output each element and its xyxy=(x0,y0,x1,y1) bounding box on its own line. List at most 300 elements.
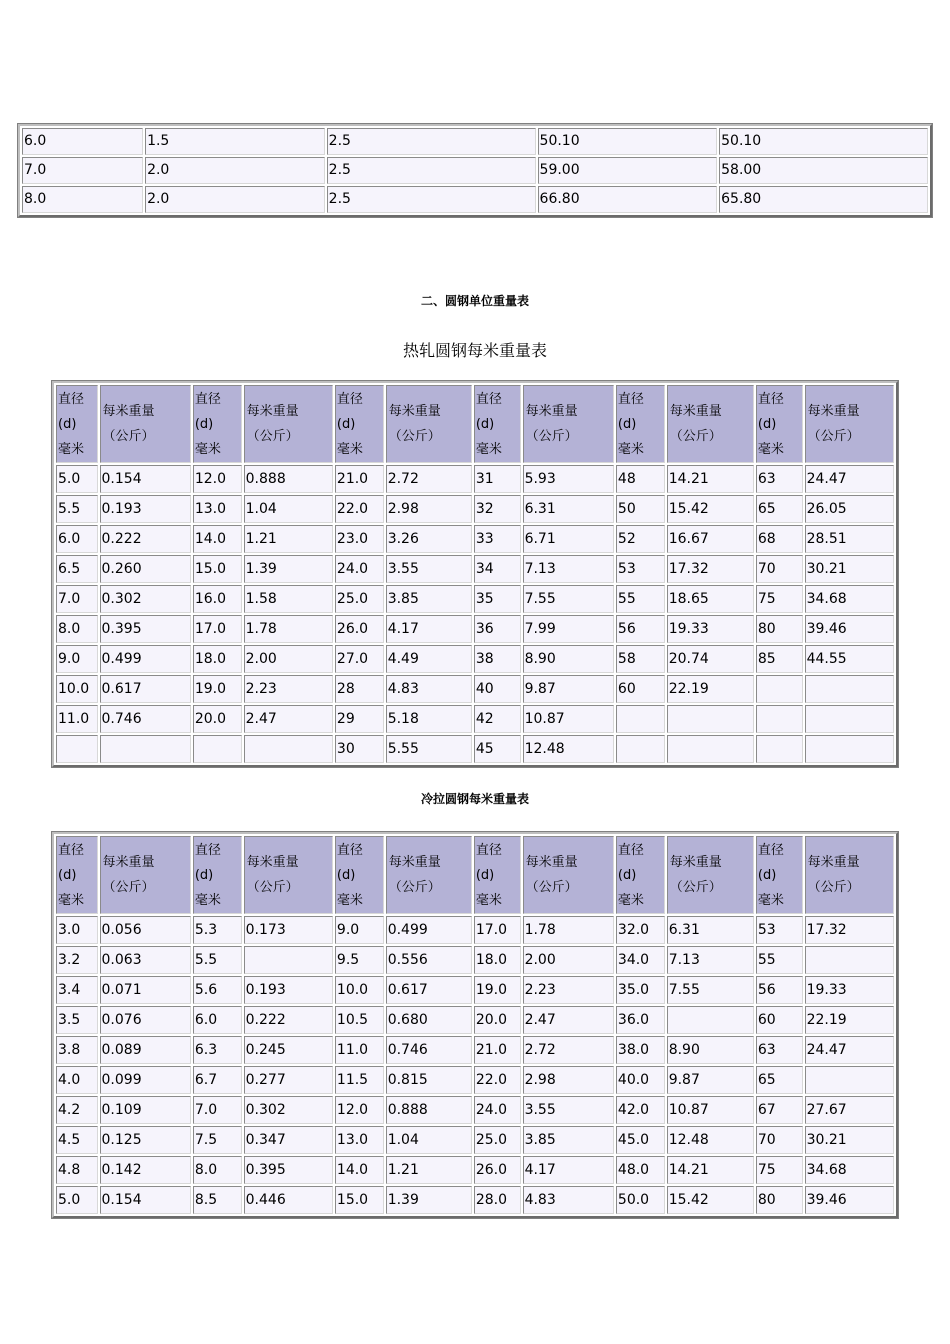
table-row xyxy=(56,916,894,944)
table-row xyxy=(56,1006,894,1034)
header-diameter-line: 直径 xyxy=(475,842,502,858)
weight-cell: 14.21 xyxy=(667,1156,754,1184)
diameter-cell: 7.0 xyxy=(56,585,98,613)
weight-cell xyxy=(667,1006,754,1034)
diameter-cell: 65 xyxy=(756,1066,803,1094)
section-title: 二、圆钢单位重量表 xyxy=(420,294,529,308)
weight-cell: 0.076 xyxy=(100,1006,191,1034)
diameter-cell: 26.0 xyxy=(335,615,384,643)
diameter-cell: 10.0 xyxy=(335,976,384,1004)
hot-rolled-title: 热轧圆钢每米重量表 xyxy=(402,341,547,360)
weight-cell: 2.72 xyxy=(523,1036,614,1064)
weight-cell: 0.142 xyxy=(100,1156,191,1184)
diameter-cell: 4.0 xyxy=(56,1066,98,1094)
top-table-body xyxy=(22,128,928,213)
header-diameter-line: 直径 xyxy=(617,391,644,407)
weight-cell: 18.65 xyxy=(667,585,754,613)
table-cell: 7.0 xyxy=(22,157,143,184)
weight-cell: 0.154 xyxy=(100,1186,191,1214)
weight-cell: 2.72 xyxy=(386,465,472,493)
weight-cell: 30.21 xyxy=(805,555,894,583)
diameter-cell: 25.0 xyxy=(474,1126,521,1154)
header-weight-line: 每米重量 xyxy=(807,855,860,870)
header-diameter xyxy=(56,385,98,463)
header-diameter-line: 毫米 xyxy=(475,441,502,457)
diameter-cell: 36.0 xyxy=(616,1006,665,1034)
weight-cell: 0.056 xyxy=(100,916,191,944)
diameter-cell: 42.0 xyxy=(616,1096,665,1124)
header-diameter-line: (d) xyxy=(194,867,214,883)
header-diameter xyxy=(335,836,384,914)
weight-cell: 27.67 xyxy=(805,1096,894,1124)
table-row xyxy=(56,976,894,1004)
diameter-cell: 42 xyxy=(474,705,521,733)
weight-cell: 8.90 xyxy=(667,1036,754,1064)
diameter-cell: 53 xyxy=(756,916,803,944)
weight-cell xyxy=(805,1066,894,1094)
weight-cell: 1.78 xyxy=(244,615,333,643)
diameter-cell: 28 xyxy=(335,675,384,703)
weight-cell: 1.21 xyxy=(244,525,333,553)
header-diameter-line: 毫米 xyxy=(757,892,784,908)
weight-cell: 44.55 xyxy=(805,645,894,673)
diameter-cell: 65 xyxy=(756,495,803,523)
weight-cell: 6.31 xyxy=(523,495,614,523)
diameter-cell: 25.0 xyxy=(335,585,384,613)
diameter-cell: 17.0 xyxy=(474,916,521,944)
weight-cell xyxy=(805,675,894,703)
header-diameter-line: (d) xyxy=(617,416,637,432)
diameter-cell: 3.8 xyxy=(56,1036,98,1064)
table-row xyxy=(56,735,894,763)
diameter-cell: 15.0 xyxy=(193,555,242,583)
header-weight-line: （公斤） xyxy=(807,429,860,444)
diameter-cell: 16.0 xyxy=(193,585,242,613)
diameter-cell: 22.0 xyxy=(335,495,384,523)
diameter-cell xyxy=(193,735,242,763)
table-cell: 50.10 xyxy=(719,128,928,155)
diameter-cell: 20.0 xyxy=(193,705,242,733)
diameter-cell: 35.0 xyxy=(616,976,665,1004)
header-weight-line: （公斤） xyxy=(102,429,155,444)
table-row xyxy=(56,645,894,673)
diameter-cell: 9.0 xyxy=(335,916,384,944)
header-diameter-line: (d) xyxy=(336,867,356,883)
table-row xyxy=(56,675,894,703)
weight-cell: 2.23 xyxy=(523,976,614,1004)
header-diameter xyxy=(616,836,665,914)
header-weight xyxy=(805,836,894,914)
weight-cell: 24.47 xyxy=(805,465,894,493)
weight-cell: 10.87 xyxy=(523,705,614,733)
weight-cell: 2.00 xyxy=(244,645,333,673)
diameter-cell: 4.2 xyxy=(56,1096,98,1124)
header-diameter xyxy=(335,385,384,463)
weight-cell: 0.395 xyxy=(244,1156,333,1184)
hot-rolled-round-steel-table xyxy=(52,381,898,767)
diameter-cell: 11.5 xyxy=(335,1066,384,1094)
header-weight-line: （公斤） xyxy=(525,880,578,895)
table-row xyxy=(56,946,894,974)
table-cell: 1.5 xyxy=(145,128,325,155)
header-weight-line: （公斤） xyxy=(525,429,578,444)
weight-cell xyxy=(667,735,754,763)
diameter-cell: 8.5 xyxy=(193,1186,242,1214)
table-row xyxy=(56,1126,894,1154)
weight-cell: 19.33 xyxy=(805,976,894,1004)
weight-cell: 7.99 xyxy=(523,615,614,643)
weight-cell: 6.31 xyxy=(667,916,754,944)
header-weight-line: （公斤） xyxy=(388,429,441,444)
weight-cell: 0.260 xyxy=(100,555,191,583)
diameter-cell: 12.0 xyxy=(335,1096,384,1124)
diameter-cell: 8.0 xyxy=(193,1156,242,1184)
weight-cell: 19.33 xyxy=(667,615,754,643)
weight-cell: 3.26 xyxy=(386,525,472,553)
diameter-cell: 80 xyxy=(756,615,803,643)
diameter-cell: 55 xyxy=(756,946,803,974)
header-diameter-line: (d) xyxy=(194,416,214,432)
diameter-cell: 4.5 xyxy=(56,1126,98,1154)
header-weight xyxy=(523,836,614,914)
header-diameter-line: 直径 xyxy=(336,842,363,858)
diameter-cell: 80 xyxy=(756,1186,803,1214)
diameter-cell: 5.5 xyxy=(56,495,98,523)
header-diameter-line: 直径 xyxy=(58,391,85,407)
diameter-cell: 34 xyxy=(474,555,521,583)
diameter-cell: 50 xyxy=(616,495,665,523)
diameter-cell: 24.0 xyxy=(335,555,384,583)
table-cell: 50.10 xyxy=(538,128,718,155)
diameter-cell: 38.0 xyxy=(616,1036,665,1064)
weight-cell: 12.48 xyxy=(667,1126,754,1154)
weight-cell xyxy=(805,946,894,974)
diameter-cell: 53 xyxy=(616,555,665,583)
diameter-cell: 70 xyxy=(756,555,803,583)
header-diameter xyxy=(616,385,665,463)
weight-cell: 0.556 xyxy=(386,946,472,974)
diameter-cell: 68 xyxy=(756,525,803,553)
table-cell: 2.5 xyxy=(327,186,536,213)
header-weight xyxy=(667,385,754,463)
weight-cell: 1.04 xyxy=(244,495,333,523)
weight-cell: 0.125 xyxy=(100,1126,191,1154)
weight-cell: 9.87 xyxy=(523,675,614,703)
table-row xyxy=(56,1156,894,1184)
diameter-cell: 40.0 xyxy=(616,1066,665,1094)
diameter-cell: 11.0 xyxy=(335,1036,384,1064)
diameter-cell: 48 xyxy=(616,465,665,493)
weight-cell: 7.13 xyxy=(667,946,754,974)
weight-cell: 0.446 xyxy=(244,1186,333,1214)
table-cell: 2.0 xyxy=(145,186,325,213)
weight-cell: 10.87 xyxy=(667,1096,754,1124)
weight-cell: 0.888 xyxy=(244,465,333,493)
diameter-cell: 21.0 xyxy=(335,465,384,493)
weight-cell: 0.395 xyxy=(100,615,191,643)
weight-cell: 2.47 xyxy=(244,705,333,733)
header-diameter-line: 直径 xyxy=(194,842,221,858)
header-diameter-line: 毫米 xyxy=(617,441,644,457)
header-diameter-line: 直径 xyxy=(757,391,784,407)
weight-cell xyxy=(244,946,333,974)
diameter-cell: 60 xyxy=(616,675,665,703)
header-diameter-line: 毫米 xyxy=(194,892,221,908)
header-diameter xyxy=(756,385,803,463)
weight-cell: 20.74 xyxy=(667,645,754,673)
weight-cell: 34.68 xyxy=(805,585,894,613)
header-weight xyxy=(244,836,333,914)
table-header-row xyxy=(56,385,894,463)
header-weight-line: 每米重量 xyxy=(246,404,299,419)
table-row xyxy=(56,555,894,583)
diameter-cell: 6.5 xyxy=(56,555,98,583)
weight-cell: 12.48 xyxy=(523,735,614,763)
header-diameter xyxy=(474,385,521,463)
weight-cell: 28.51 xyxy=(805,525,894,553)
diameter-cell: 11.0 xyxy=(56,705,98,733)
weight-cell: 39.46 xyxy=(805,1186,894,1214)
weight-cell: 3.55 xyxy=(523,1096,614,1124)
header-diameter-line: 直径 xyxy=(336,391,363,407)
weight-cell: 4.17 xyxy=(523,1156,614,1184)
diameter-cell: 31 xyxy=(474,465,521,493)
weight-cell: 0.617 xyxy=(386,976,472,1004)
header-diameter-line: (d) xyxy=(757,867,777,883)
weight-cell: 0.815 xyxy=(386,1066,472,1094)
diameter-cell: 19.0 xyxy=(474,976,521,1004)
weight-cell: 0.222 xyxy=(244,1006,333,1034)
diameter-cell xyxy=(616,705,665,733)
diameter-cell: 36 xyxy=(474,615,521,643)
weight-cell: 0.888 xyxy=(386,1096,472,1124)
weight-cell: 22.19 xyxy=(805,1006,894,1034)
weight-cell: 1.78 xyxy=(523,916,614,944)
weight-cell xyxy=(244,735,333,763)
weight-cell: 0.193 xyxy=(244,976,333,1004)
weight-cell: 1.58 xyxy=(244,585,333,613)
weight-cell: 4.17 xyxy=(386,615,472,643)
header-diameter xyxy=(193,836,242,914)
weight-cell: 0.245 xyxy=(244,1036,333,1064)
weight-cell: 0.193 xyxy=(100,495,191,523)
weight-cell: 2.98 xyxy=(386,495,472,523)
diameter-cell: 3.2 xyxy=(56,946,98,974)
diameter-cell: 15.0 xyxy=(335,1186,384,1214)
table-cell: 59.00 xyxy=(538,157,718,184)
weight-cell: 4.49 xyxy=(386,645,472,673)
table-cell: 2.5 xyxy=(327,157,536,184)
header-diameter-line: 毫米 xyxy=(757,441,784,457)
weight-cell: 0.746 xyxy=(100,705,191,733)
diameter-cell: 13.0 xyxy=(335,1126,384,1154)
weight-cell xyxy=(805,735,894,763)
table-row xyxy=(56,495,894,523)
diameter-cell: 27.0 xyxy=(335,645,384,673)
weight-cell: 39.46 xyxy=(805,615,894,643)
weight-cell xyxy=(667,705,754,733)
header-weight-line: 每米重量 xyxy=(525,404,578,419)
header-weight xyxy=(386,836,472,914)
weight-cell: 2.23 xyxy=(244,675,333,703)
header-weight-line: 每米重量 xyxy=(246,855,299,870)
table-cell: 58.00 xyxy=(719,157,928,184)
weight-cell xyxy=(805,705,894,733)
header-weight-line: （公斤） xyxy=(388,880,441,895)
diameter-cell: 5.5 xyxy=(193,946,242,974)
weight-cell: 7.55 xyxy=(667,976,754,1004)
table-row xyxy=(56,705,894,733)
diameter-cell: 14.0 xyxy=(335,1156,384,1184)
cold-drawn-table-body xyxy=(56,836,894,1214)
diameter-cell xyxy=(616,735,665,763)
weight-cell: 0.063 xyxy=(100,946,191,974)
header-diameter-line: 毫米 xyxy=(617,892,644,908)
diameter-cell: 8.0 xyxy=(56,615,98,643)
weight-cell: 3.55 xyxy=(386,555,472,583)
table-row xyxy=(56,1186,894,1214)
weight-cell: 1.04 xyxy=(386,1126,472,1154)
header-diameter-line: (d) xyxy=(757,416,777,432)
weight-cell: 17.32 xyxy=(667,555,754,583)
diameter-cell: 40 xyxy=(474,675,521,703)
weight-cell: 24.47 xyxy=(805,1036,894,1064)
weight-cell: 0.680 xyxy=(386,1006,472,1034)
table-cell: 66.80 xyxy=(538,186,718,213)
diameter-cell: 5.0 xyxy=(56,1186,98,1214)
diameter-cell: 20.0 xyxy=(474,1006,521,1034)
weight-cell: 22.19 xyxy=(667,675,754,703)
table-cell: 8.0 xyxy=(22,186,143,213)
header-weight xyxy=(667,836,754,914)
header-diameter-line: 直径 xyxy=(475,391,502,407)
header-diameter xyxy=(474,836,521,914)
table-row xyxy=(22,186,928,213)
table-row xyxy=(22,128,928,155)
diameter-cell: 6.0 xyxy=(193,1006,242,1034)
weight-cell: 16.67 xyxy=(667,525,754,553)
diameter-cell: 34.0 xyxy=(616,946,665,974)
weight-cell: 0.617 xyxy=(100,675,191,703)
weight-cell: 0.099 xyxy=(100,1066,191,1094)
header-diameter-line: 毫米 xyxy=(194,441,221,457)
hot-rolled-table-body xyxy=(56,385,894,763)
header-diameter-line: (d) xyxy=(58,867,77,883)
weight-cell: 30.21 xyxy=(805,1126,894,1154)
table-header-row xyxy=(56,836,894,914)
diameter-cell: 18.0 xyxy=(474,946,521,974)
header-diameter xyxy=(56,836,98,914)
diameter-cell: 63 xyxy=(756,465,803,493)
weight-cell: 4.83 xyxy=(386,675,472,703)
diameter-cell: 12.0 xyxy=(193,465,242,493)
diameter-cell: 17.0 xyxy=(193,615,242,643)
diameter-cell: 4.8 xyxy=(56,1156,98,1184)
diameter-cell: 75 xyxy=(756,585,803,613)
header-weight-line: （公斤） xyxy=(102,880,155,895)
diameter-cell: 85 xyxy=(756,645,803,673)
header-diameter-line: 毫米 xyxy=(58,892,85,908)
weight-cell: 3.85 xyxy=(523,1126,614,1154)
diameter-cell: 13.0 xyxy=(193,495,242,523)
diameter-cell: 7.5 xyxy=(193,1126,242,1154)
weight-cell: 6.71 xyxy=(523,525,614,553)
table-row xyxy=(56,1066,894,1094)
weight-cell: 8.90 xyxy=(523,645,614,673)
header-weight-line: （公斤） xyxy=(807,880,860,895)
weight-cell: 7.13 xyxy=(523,555,614,583)
table-cell: 2.5 xyxy=(327,128,536,155)
weight-cell: 0.277 xyxy=(244,1066,333,1094)
table-cell: 2.0 xyxy=(145,157,325,184)
weight-cell: 34.68 xyxy=(805,1156,894,1184)
diameter-cell: 6.7 xyxy=(193,1066,242,1094)
diameter-cell: 60 xyxy=(756,1006,803,1034)
diameter-cell: 10.5 xyxy=(335,1006,384,1034)
header-weight-line: 每米重量 xyxy=(807,404,860,419)
table-row xyxy=(56,465,894,493)
header-diameter-line: 毫米 xyxy=(336,892,363,908)
diameter-cell: 6.0 xyxy=(56,525,98,553)
diameter-cell: 35 xyxy=(474,585,521,613)
cold-drawn-round-steel-table xyxy=(52,832,898,1218)
weight-cell: 1.21 xyxy=(386,1156,472,1184)
diameter-cell: 3.4 xyxy=(56,976,98,1004)
diameter-cell: 58 xyxy=(616,645,665,673)
table-row xyxy=(56,525,894,553)
table-row xyxy=(56,615,894,643)
diameter-cell: 38 xyxy=(474,645,521,673)
header-weight-line: 每米重量 xyxy=(669,404,722,419)
diameter-cell: 45 xyxy=(474,735,521,763)
header-diameter-line: (d) xyxy=(336,416,356,432)
table-cell: 6.0 xyxy=(22,128,143,155)
header-diameter-line: 直径 xyxy=(194,391,221,407)
diameter-cell: 5.0 xyxy=(56,465,98,493)
diameter-cell: 45.0 xyxy=(616,1126,665,1154)
weight-cell: 26.05 xyxy=(805,495,894,523)
weight-cell xyxy=(100,735,191,763)
weight-cell: 5.55 xyxy=(386,735,472,763)
steel-weight-table-continued xyxy=(18,124,932,217)
diameter-cell: 55 xyxy=(616,585,665,613)
diameter-cell: 29 xyxy=(335,705,384,733)
diameter-cell: 18.0 xyxy=(193,645,242,673)
header-diameter-line: 毫米 xyxy=(336,441,363,457)
table-row xyxy=(56,1096,894,1124)
diameter-cell: 26.0 xyxy=(474,1156,521,1184)
weight-cell: 2.98 xyxy=(523,1066,614,1094)
header-weight xyxy=(523,385,614,463)
diameter-cell: 9.5 xyxy=(335,946,384,974)
diameter-cell: 10.0 xyxy=(56,675,98,703)
weight-cell: 7.55 xyxy=(523,585,614,613)
weight-cell: 0.222 xyxy=(100,525,191,553)
weight-cell: 1.39 xyxy=(244,555,333,583)
header-weight-line: 每米重量 xyxy=(669,855,722,870)
weight-cell: 4.83 xyxy=(523,1186,614,1214)
weight-cell: 15.42 xyxy=(667,495,754,523)
diameter-cell: 23.0 xyxy=(335,525,384,553)
header-diameter-line: (d) xyxy=(617,867,637,883)
weight-cell: 15.42 xyxy=(667,1186,754,1214)
diameter-cell: 32.0 xyxy=(616,916,665,944)
diameter-cell: 22.0 xyxy=(474,1066,521,1094)
header-weight xyxy=(386,385,472,463)
weight-cell: 3.85 xyxy=(386,585,472,613)
header-weight-line: 每米重量 xyxy=(388,855,441,870)
header-weight xyxy=(805,385,894,463)
